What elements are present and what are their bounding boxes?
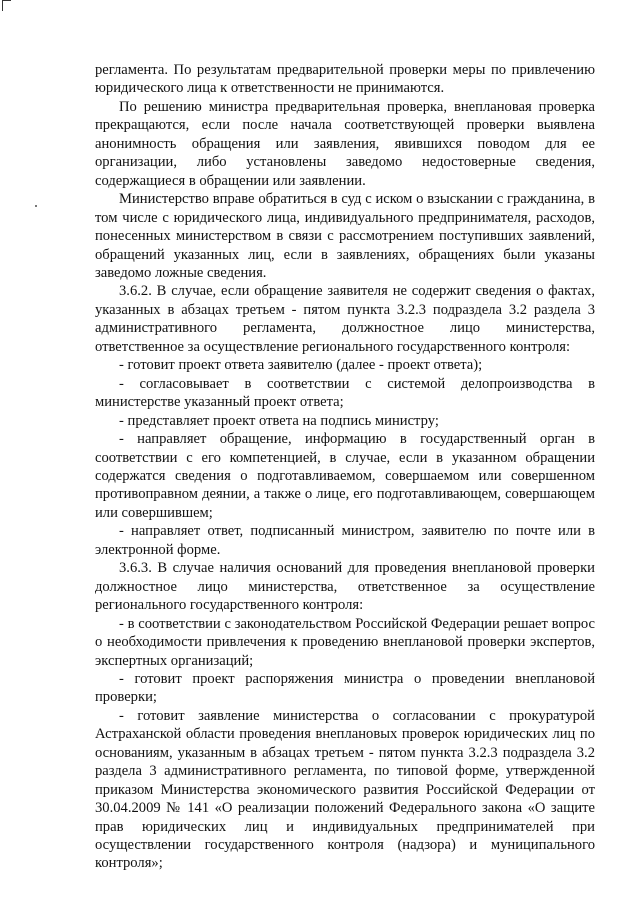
- list-item: - в соответствии с законодательством Российской Федерации решает вопрос о необходимости привлечения к проведению внеплановой проверки экспертов, экспертных организаций;: [95, 615, 595, 669]
- scan-corner-mark: [2, 0, 11, 11]
- paragraph: 3.6.2. В случае, если обращение заявителя не содержит сведения о фактах, указанных в абзацах третьем - пятом пункта 3.2.3 подраздела 3.2 раздела 3 административного регламента, должностное лицо министерства, ответственное за осуществление регионального государственного контроля:: [95, 283, 595, 355]
- list-item: - готовит заявление министерства о согласовании с прокуратурой Астраханской области проведения внеплановых проверок юридических лиц по основаниям, указанным в абзацах третьем - пятом пункта 3.2.3 подраздела 3.2 раздела 3 административного регламента, по типовой форме, утвержденной приказом Министерства экономического развития Российской Федерации от 30.04.2009 № 141 «О реализации положений Федерального закона «О защите прав юридических лиц и индивидуальных предпринимателей при осуществлении государственного контроля (надзора) и муниципального контроля»;: [95, 707, 595, 872]
- paragraph: 3.6.3. В случае наличия оснований для проведения внеплановой проверки должностное лицо министерства, ответственное за осуществление регионального государственного контроля:: [95, 560, 595, 614]
- list-item: - готовит проект распоряжения министра о проведении внеплановой проверки;: [95, 670, 595, 706]
- list-item: - согласовывает в соответствии с системой делопроизводства в министерстве указанный проект ответа;: [95, 375, 595, 411]
- list-item: - направляет ответ, подписанный министром, заявителю по почте или в электронной форме.: [95, 523, 595, 558]
- list-item: - представляет проект ответа на подпись министру;: [119, 412, 439, 429]
- list-item: - готовит проект ответа заявителю (далее - проект ответа);: [119, 357, 483, 374]
- paragraph: По решению министра предварительная проверка, внеплановая проверка прекращаются, если после начала соответствующей проверки выявлена анонимность обращения или заявления, явившихся поводом для ее организации, либо установлены заведомо недостоверные сведения, содержащиеся в обращении или заявлении.: [95, 98, 595, 189]
- document-body: [95, 61, 595, 873]
- list-item: - направляет обращение, информацию в государственный орган в соответствии с его компетенцией, в случае, если в указанном обращении содержатся сведения о подготавливаемом, совершаемом или совершенном противоправном деянии, а также о лице, его подготавливающем, совершающем или совершившем;: [95, 431, 595, 521]
- paragraph: Министерство вправе обратиться в суд с иском о взыскании с гражданина, в том числе с юридического лица, индивидуального предпринимателя, расходов, понесенных министерством в связи с рассмотрением поступивших заявлений, обращений указанных лиц, если в заявлениях, обращениях были указаны заведомо ложные сведения.: [95, 191, 595, 281]
- paragraph: регламента. По результатам предварительной проверки меры по привлечению юридического лица к ответственности не принимаются.: [95, 62, 595, 97]
- scan-dot-mark: [35, 205, 37, 207]
